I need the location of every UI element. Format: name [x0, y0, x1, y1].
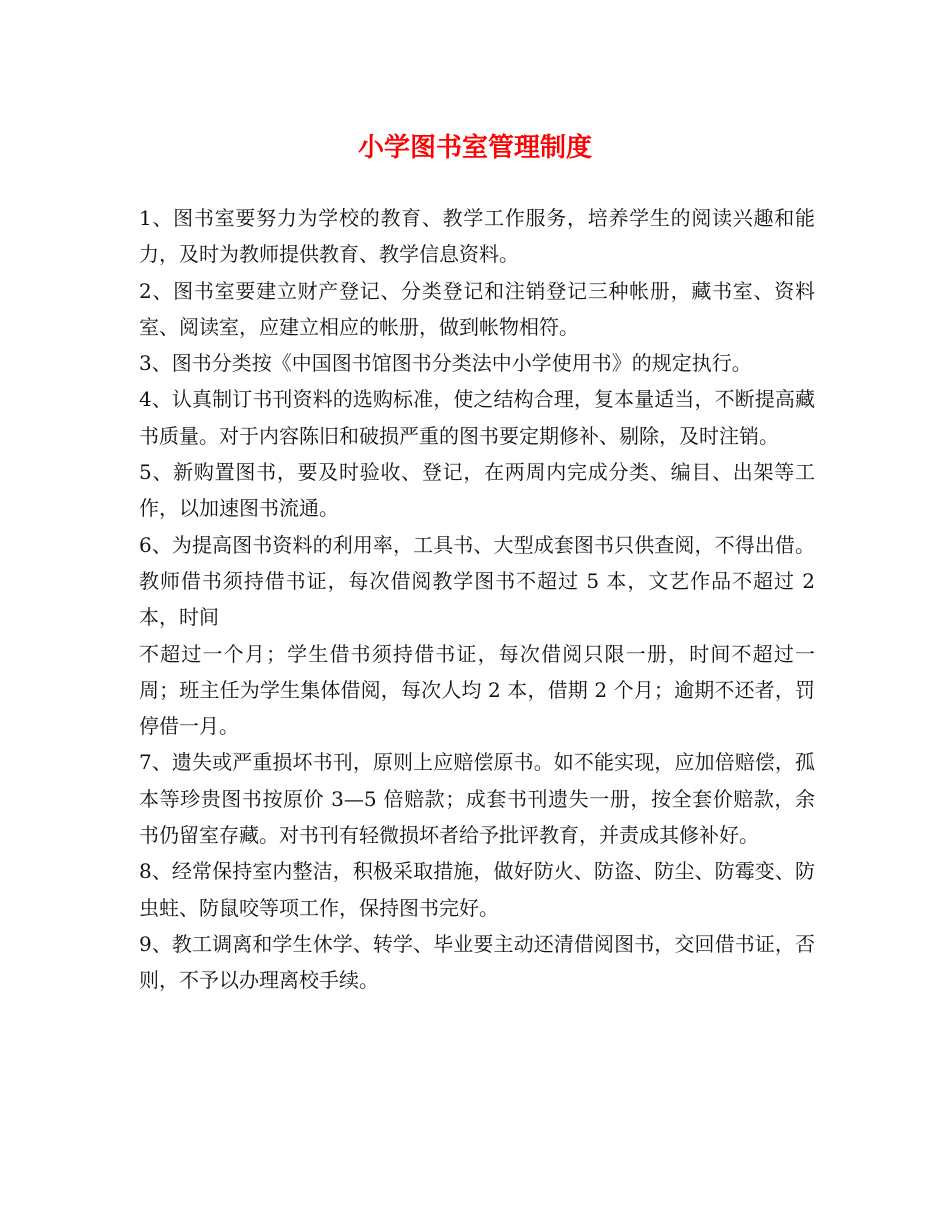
paragraph-8: 8、经常保持室内整洁，积极采取措施，做好防火、防盗、防尘、防霉变、防虫蛀、防鼠咬等项工作，保持图书完好。 — [139, 859, 815, 920]
paragraph-3: 3、图书分类按《中国图书馆图书分类法中小学使用书》的规定执行。 — [139, 351, 752, 376]
paragraph-6-continued: 不超过一个月；学生借书须持借书证，每次借阅只限一册，时间不超过一周；班主任为学生集体借阅，每次人均 2 本，借期 2 个月；逾期不还者，罚停借一月。 — [139, 641, 815, 739]
paragraph-6: 6、为提高图书资料的利用率，工具书、大型成套图书只供查阅，不得出借。教师借书须持借书证，每次借阅教学图书不超过 5 本，文艺作品不超过 2 本，时间 — [139, 532, 815, 630]
paragraph-7: 7、遗失或严重损坏书刊，原则上应赔偿原书。如不能实现，应加倍赔偿，孤本等珍贵图书按原价 3—5 倍赔款；成套书刊遗失一册，按全套价赔款，余书仍留室存藏。对书刊有轻微损坏者给予批评教育，并责成其修补好。 — [139, 750, 815, 848]
paragraph-1: 1、图书室要努力为学校的教育、教学工作服务，培养学生的阅读兴趣和能力，及时为教师提供教育、教学信息资料。 — [139, 206, 815, 267]
paragraph-9: 9、教工调离和学生休学、转学、毕业要主动还清借阅图书，交回借书证，否则，不予以办理离校手续。 — [139, 931, 815, 993]
paragraph-4: 4、认真制订书刊资料的选购标准，使之结构合理，复本量适当，不断提高藏书质量。对于内容陈旧和破损严重的图书要定期修补、剔除，及时注销。 — [139, 387, 815, 448]
document-body — [139, 200, 815, 999]
page-title: 小学图书室管理制度 — [357, 133, 592, 163]
paragraph-5: 5、新购置图书，要及时验收、登记，在两周内完成分类、编目、出架等工作，以加速图书流通。 — [139, 460, 815, 521]
paragraph-2: 2、图书室要建立财产登记、分类登记和注销登记三种帐册，藏书室、资料室、阅读室，应建立相应的帐册，做到帐物相符。 — [139, 278, 815, 339]
